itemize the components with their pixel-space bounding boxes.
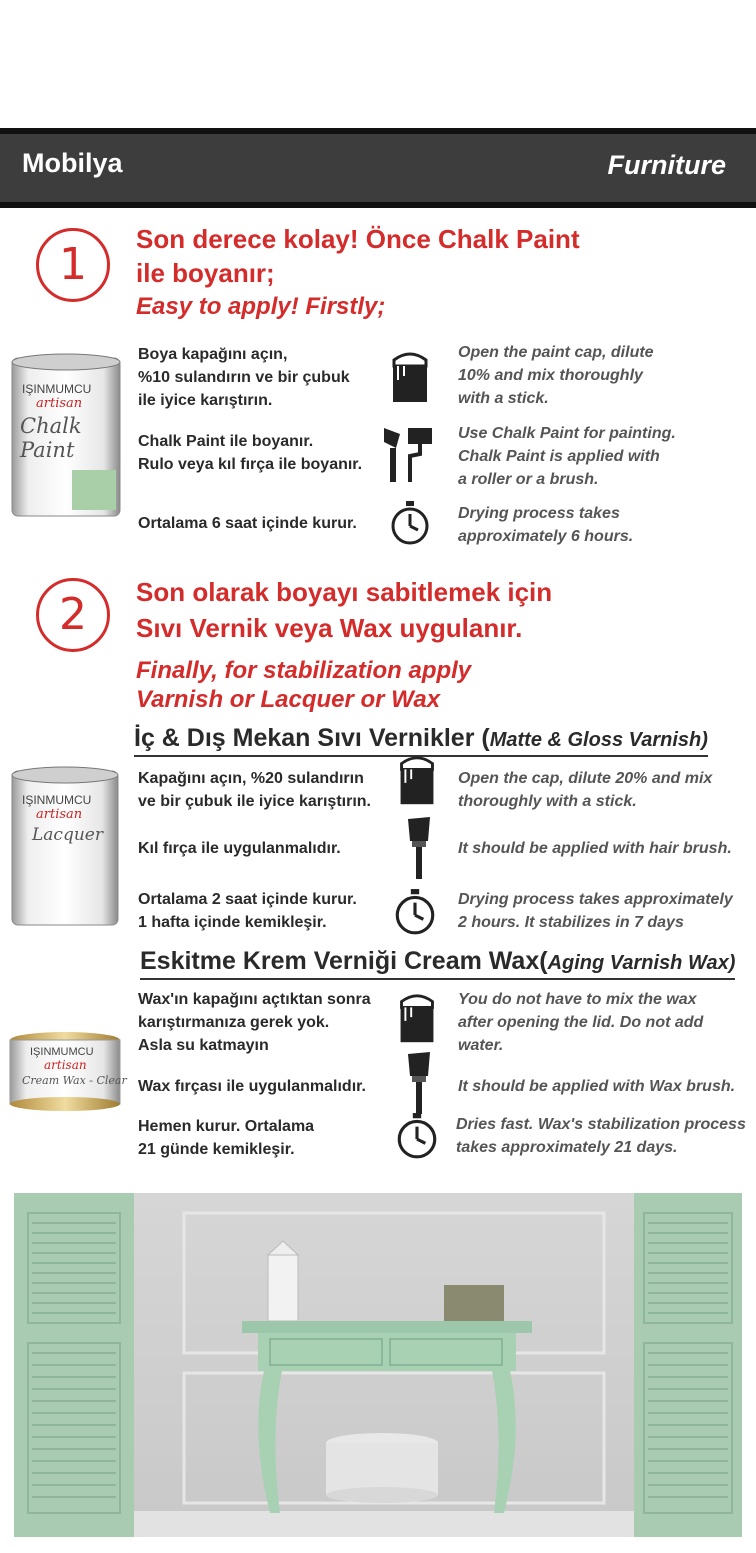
stopwatch-icon [395, 1112, 439, 1165]
varnish-row-1-tr: Kapağını açın, %20 sulandırın ve bir çubuk ile iyice karıştırın. [138, 770, 371, 810]
wax-row-1-en: You do not have to mix the wax after opening the lid. Do not add water. [458, 991, 704, 1054]
stopwatch-icon [389, 500, 431, 551]
paint-can-icon [397, 990, 437, 1053]
wax-tin-name: Cream Wax - Clear [22, 1074, 127, 1087]
brush-icon [404, 815, 434, 886]
step-2-number: 2 [36, 578, 110, 652]
step-1-row-2-tr: Chalk Paint ile boyanır. Rulo veya kıl fırça ile boyanır. [138, 433, 363, 473]
step-1-row-3-en: Drying process takes approximately 6 hours. [458, 505, 634, 545]
lacquer-can-name: Lacquer [32, 825, 103, 845]
varnish-row-3-en: Drying process takes approximately 2 hours. It stabilizes in 7 days [458, 891, 733, 931]
varnish-row-1-en: Open the cap, dilute 20% and mix thoroughly with a stick. [458, 770, 713, 810]
step-1-number: 1 [36, 228, 110, 302]
chalk-can-sub: artisan [36, 396, 83, 411]
varnish-row-2-en: It should be applied with hair brush. [458, 840, 732, 857]
header-right-title: Furniture [607, 150, 726, 180]
lacquer-can-brand: IŞINMUMCU [22, 793, 92, 807]
varnish-row-2-tr: Kıl fırça ile uygulanmalıdır. [138, 840, 341, 857]
chalk-can-name: Chalk Paint [20, 414, 82, 462]
lacquer-can-image [10, 765, 120, 930]
chalk-paint-can-image [10, 352, 122, 522]
paint-can-icon [390, 348, 430, 413]
varnish-row-3-tr: Ortalama 2 saat içinde kurur. 1 hafta içinde kemikleşir. [138, 891, 357, 931]
step-1-row-2-en: Use Chalk Paint for painting. Chalk Paint is applied with a roller or a brush. [458, 425, 676, 488]
step-1-title-line2: ile boyanır; [136, 258, 275, 288]
step-1-row-1-en: Open the paint cap, dilute 10% and mix thoroughly with a stick. [458, 344, 654, 407]
stopwatch-icon [393, 888, 437, 941]
step-1-row-3-tr: Ortalama 6 saat içinde kurur. [138, 515, 357, 532]
step-2-subtitle-line1: Finally, for stabilization apply [136, 657, 472, 684]
wax-heading: Eskitme Krem Verniği Cream Wax(Aging Varnish Wax) [140, 946, 735, 980]
step-1-subtitle: Easy to apply! Firstly; [136, 293, 386, 320]
cream-wax-tin-image [8, 1030, 127, 1114]
wax-row-2-tr: Wax fırçası ile uygulanmalıdır. [138, 1078, 366, 1095]
paint-can-icon [397, 752, 437, 815]
varnish-heading: İç & Dış Mekan Sıvı Vernikler (Matte & Gloss Varnish) [134, 723, 708, 757]
brush-roller-icon [380, 424, 436, 491]
chalk-can-brand: IŞINMUMCU [22, 382, 92, 396]
step-2-title-line2: Sıvı Vernik veya Wax uygulanır. [136, 613, 523, 643]
wax-row-2-en: It should be applied with Wax brush. [458, 1078, 736, 1095]
furniture-room-photo [14, 1193, 742, 1537]
wax-row-1-tr: Wax'ın kapağını açtıktan sonra karıştırmanıza gerek yok. Asla su katmayın [138, 991, 371, 1054]
wax-tin-brand: IŞINMUMCU [30, 1046, 94, 1058]
step-1-title-line1: Son derece kolay! Önce Chalk Paint [136, 224, 580, 254]
header-left-title: Mobilya [22, 148, 123, 178]
step-1-row-1-tr: Boya kapağını açın, %10 sulandırın ve bir çubuk ile iyice karıştırın. [138, 346, 350, 409]
step-2-subtitle-line2: Varnish or Lacquer or Wax [136, 686, 441, 713]
wax-tin-sub: artisan [44, 1058, 87, 1072]
brush-icon [404, 1050, 434, 1121]
wax-row-3-tr: Hemen kurur. Ortalama 21 günde kemikleşir. [138, 1118, 315, 1158]
lacquer-can-sub: artisan [36, 807, 83, 822]
wax-row-3-en: Dries fast. Wax's stabilization process takes approximately 21 days. [456, 1116, 746, 1156]
step-2-title-line1: Son olarak boyayı sabitlemek için [136, 577, 553, 607]
